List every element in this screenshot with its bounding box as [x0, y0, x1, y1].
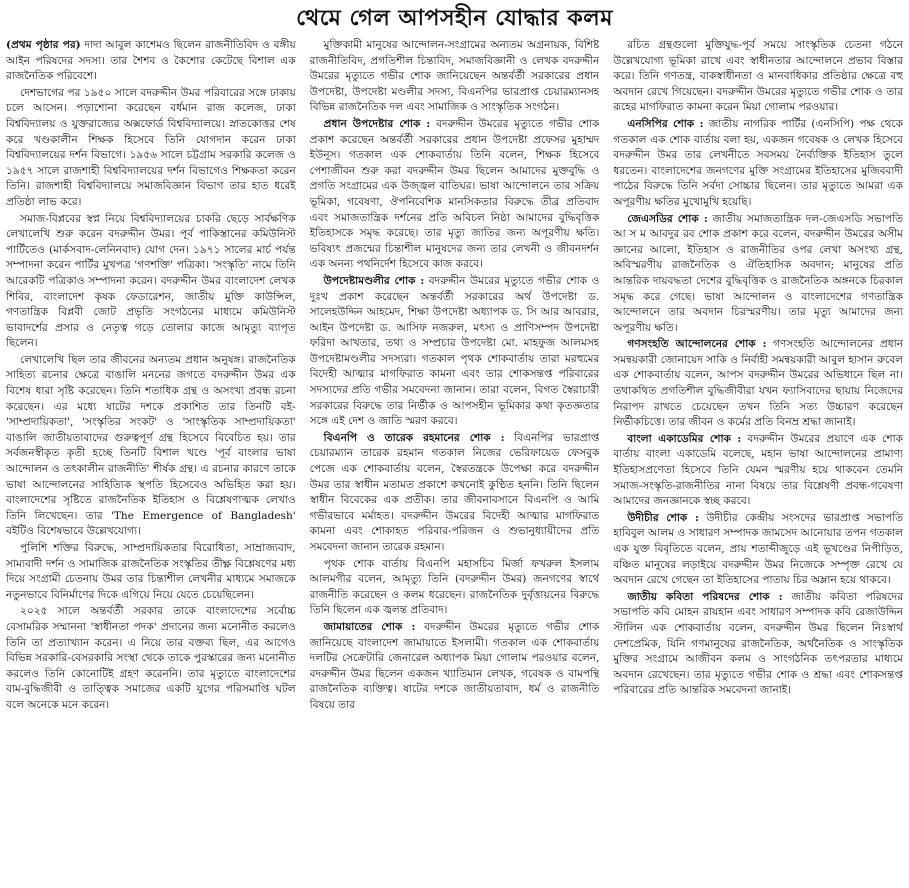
headline: থেমে গেল আপসহীন যোদ্ধার কলম: [296, 5, 613, 31]
paragraph-text: গণসংহতি আন্দোলনের প্রধান সমন্বয়কারী জোনায়েদ সাকি ও নির্বাহী সমন্বয়কারী আবুল হাসান রুবেল এক শোকবার্তায় বলেন, আপস বদরুদ্দীন উমরের অভিধানে ছিল না। তথাকথিত প্রগতিশীল বুদ্ধিজীবীরা যখন ফ্যাসিবাদের ছায়ায় নিজেদের নিরাপদ রাখতে চেয়েছেন তখন তিনি সত্য উচ্চারণ করেছেন নির্ভীকচিত্তে। তার জীবন ও কর্মের প্রতি বিনম্র শ্রদ্ধা জানাই।: [613, 338, 904, 429]
paragraph-heading: গণসংহতি আন্দোলনের শোক :: [627, 338, 767, 351]
paragraph-heading: উদীচীর শোক :: [627, 511, 699, 524]
paragraph-text: পুলিশি শক্তির বিরুদ্ধে, সাম্প্রদায়িকতার বিরোধিতা, সাম্রাজ্যবাদ, সাম্যবাদী দর্শন ও সামাজিক রাজনৈতিক সংস্কৃতির তীক্ষ্ণ বিশ্লেষণের মধ্য দিয়ে সংগ্রামী চেতনায় উমর তার চিন্তাশীল লেখনীর মাধ্যমে সমাজকে নতুনভাবে বিনির্মাণের দিকে এগিয়ে নিয়ে যেতে চেয়েছিলেন।: [6, 542, 296, 601]
paragraph: [6, 38, 296, 85]
paragraph-heading: এনসিপির শোক :: [627, 117, 704, 130]
paragraph-text: লেখালেখি ছিল তার জীবনের অন্যতম প্রধান অনুষঙ্গ। রাজনৈতিক সাহিত্য রচনার ক্ষেত্রে বাঙালি মননের জগতে বদরুদ্দীন উমর এক বিশেষ ধারা সৃষ্টি করেছেন। তিনি শতাধিক গ্রন্থ ও অসংখ্য প্রবন্ধ রচনা করেছেন। এর মধ্যে ষাটের দশকে প্রকাশিত তার তিনটি বই- 'সাম্প্রদায়িকতা', 'সংস্কৃতির সংকট' ও 'সাংস্কৃতিক সাম্প্রদায়িকতা' বাঙালি জাতীয়তাবাদের গুরুত্বপূর্ণ গ্রন্থ হিসেবে বিবেচিত হয়। তার সর্বজনস্বীকৃত কৃতী হচ্ছে তিনটি বিশাল খণ্ডে 'পূর্ব বাংলার ভাষা আন্দোলন ও তৎকালীন রাজনীতি' শীর্ষক গ্রন্থ। এ রচনার কারণে তাকে ভাষা আন্দোলনের সাহিত্যিক স্থপতি হিসেবেও অভিহিত করা হয়। বাংলাদেশের সৃষ্টিতে রাজনৈতিক ইতিহাস ও বিশ্লেষণাত্মক লেখাও তিনি লিখেছেন। তার 'The Emergence of Bangladesh' বইটিও বিশেষভাবে উল্লেখযোগ্য।: [6, 353, 296, 538]
paragraph: [310, 431, 600, 556]
paragraph: [6, 86, 296, 211]
paragraph-heading: (প্রথম পৃষ্ঠার পর): [6, 39, 81, 51]
paragraph-text: বিএনপির ভারপ্রাপ্ত চেয়ারম্যান তারেক রহমান গতকাল নিজের ভেরিফায়েড ফেসবুক পেজে এক শোকবার্তায় বলেন, স্বৈরতন্ত্রকে উপেক্ষা করে বদরুদ্দীন উমর তার স্বাধীন মতামত প্রকাশে কখনোই কুণ্ঠিত হননি। তিনি ছিলেন স্বাধীন বিবেকের এক প্রতীক। তার জীবনাবসানে বিএনপি ও আমি গভীরভাবে মর্মাহত। বদরুদ্দীন উমরের বিদেহী আত্মার মাগফিরাত কামনা এবং শোকাহত পরিবার-পরিজন ও শুভানুধ্যায়ীদের প্রতি সমবেদনা জানান তারেক রহমান।: [309, 431, 600, 553]
paragraph: [613, 38, 903, 116]
paragraph-text: পৃথক শোক বার্তায় বিএনপি মহাসচিব মির্জা ফখরুল ইসলাম আলমগীর বলেন, আমৃত্যু তিনি (বদরুদ্দীন উমর) জনগণের স্বার্থে রাজনীতি করেছেন ও কলম ধরেছেন। রাজনৈতিক দুর্বৃত্তায়নের বিরুদ্ধে তিনি ছিলেন এক জ্বলন্ত প্রতিবাদ।: [309, 557, 600, 617]
paragraph-text: রচিত গ্রন্থগুলো মুক্তিযুদ্ধ-পূর্ব সময়ে সাংস্কৃতিক চেতনা গঠনে উল্লেখযোগ্য ভূমিকা রাখে এবং স্বাধীনতার আন্দোলনে প্রভাব বিস্তার করে। তিনি গণতন্ত্র, বাকস্বাধীনতা ও মানবাধিকার প্রতিষ্ঠার ক্ষেত্রে বহু অবদান রেখে গিয়েছেন। বদরুদ্দীন উমরের মৃত্যুতে গভীর শোক ও তার রূহের মাগফিরাত কামনা করেন মিয়া গোলাম পরওয়ার।: [613, 39, 904, 114]
paragraph: [310, 557, 600, 619]
paragraph: [6, 353, 296, 540]
paragraph: [613, 117, 903, 211]
paragraph-heading: বাংলা একাডেমির শোক :: [627, 432, 742, 445]
column-2: [310, 38, 600, 880]
paragraph: [310, 620, 600, 714]
paragraph: [613, 511, 903, 589]
article-columns: [6, 38, 903, 880]
paragraph-text: জাতীয় সমাজতান্ত্রিক দল-জেএসডি সভাপতি আ স ম আবদুর রব শোক প্রকাশ করে বলেন, বদরুদ্দীন উমরের অসীম জ্ঞানের আলো, ইতিহাস ও রাজনীতির ওপর লেখা অসংখ্য গ্রন্থ, অবিস্মরণীয় রাজনৈতিক ও ঐতিহাসিক অবদান; মানুষের প্রতি আন্তরিক দায়বদ্ধতা দেশের বুদ্ধিবৃত্তিক ও রাজনৈতিক অঙ্গনকে চিরকাল সমৃদ্ধ করে গেছে। ভাষা আন্দোলন ও বাংলাদেশের গণতান্ত্রিক আন্দোলনে তার অবদান চিরস্মরণীয়। তার মৃত্যু আমাদের জন্য অপূরণীয় ক্ষতি।: [613, 212, 904, 334]
paragraph-text: দেশভাগের পর ১৯৫০ সালে বদরুদ্দীন উমর পরিবারের সঙ্গে ঢাকায় চলে আসেন। পড়াশোনা করেছেন বর্ধমান রাজ কলেজ, ঢাকা বিশ্ববিদ্যালয় ও যুক্তরাজ্যের অক্সফোর্ড বিশ্ববিদ্যালয়ে। স্নাতকোত্তর শেষ করে খণ্ডকালীন শিক্ষক হিসেবে তিনি যোগদান করেন ঢাকা বিশ্ববিদ্যালয়ের দর্শন বিভাগে। ১৯৫৬ সালে চট্টগ্রাম সরকারি কলেজ ও ১৯৫৭ সালে রাজশাহী বিশ্ববিদ্যালয়ের দর্শন বিভাগেও শিক্ষকতা করেন তিনি। রাজশাহী বিশ্ববিদ্যালয়ে সমাজবিজ্ঞান বিভাগ তার হাত ধরেই প্রতিষ্ঠা লাভ করে।: [6, 86, 296, 208]
paragraph: [6, 604, 296, 713]
paragraph: [310, 38, 600, 116]
paragraph-text: বদরুদ্দীন উমরের প্রয়াণে এক শোক বার্তায় বাংলা একাডেমি বলেছে, মহান ভাষা আন্দোলনের প্রামাণ্য ইতিহাসপ্রণেতা হিসেবে তিনি যেমন স্মরণীয় হয়ে থাকবেন তেমনি সমাজ-সংস্কৃতি-রাজনীতির নানা বিষয়ে তার বিশ্লেষণী প্রবন্ধ-গবেষণা আমাদের জনজ্ঞানকে স্বচ্ছ করবে।: [613, 432, 904, 508]
paragraph-text: বদরুদ্দীন উমরের মৃত্যুতে গভীর শোক প্রকাশ করেছেন অন্তর্বর্তী সরকারের প্রধান উপদেষ্টা প্রফেসর মুহাম্মদ ইউনূস। গতকাল এক শোকবার্তায় তিনি বলেন, শিক্ষক হিসেবে পেশাজীবন শুরু করা বদরুদ্দীন উমর ছিলেন আমাদের মুক্তবুদ্ধি ও প্রগতি সংগ্রামের এক উজ্জ্বল বাতিঘর। ভাষা আন্দোলনে তার সক্রিয় ভূমিকা, গবেষণা, ঔপনিবেশিক মানসিকতার বিরুদ্ধে তীব্র প্রতিবাদ এবং সমাজতান্ত্রিক দর্শনের প্রতি অবিচল নিষ্ঠা আমাদের বুদ্ধিবৃত্তিক ইতিহাসকে সমৃদ্ধ করেছে। তার মৃত্যু জাতির জন্য অপূরণীয় ক্ষতি। ভবিষ্যৎ প্রজন্মের চিন্তাশীল মানুষদের জন্য তার লেখনী ও জীবনদর্শন এক অনন্য পথনির্দেশ হিসেবে কাজ করবে।: [309, 117, 600, 271]
paragraph: [6, 541, 296, 603]
paragraph: [613, 590, 903, 699]
paragraph-text: দাদা আবুল কাশেমও ছিলেন রাজনীতিবিদ ও বঙ্গীয় আইন পরিষদের সদস্য। তার শৈশব ও কৈশোর কেটেছে বিশাল এক রাজনৈতিক পরিবেশে।: [6, 39, 296, 83]
paragraph: [310, 274, 600, 430]
paragraph: [6, 212, 296, 352]
paragraph: [613, 432, 903, 510]
column-1: [6, 38, 296, 880]
paragraph-heading: প্রধান উপদেষ্টার শোক :: [323, 117, 431, 130]
paragraph-heading: জামায়াতের শোক :: [323, 620, 416, 633]
paragraph-text: উদীচীর কেন্দ্রীয় সংসদের ভারপ্রাপ্ত সভাপতি হাবিবুল আলম ও সাধারণ সম্পাদক জামসেদ আনোয়ার তপন গতকাল এক যুক্ত বিবৃতিতে বলেন, প্রায় শতাব্দীজুড়ে এই ভূখণ্ডের নিপীড়িত, বঞ্চিত মানুষের লড়াইয়ে বদরুদ্দীন উমর নিজেকে সম্পৃক্ত রেখে যে অবদান রেখে গেছেন তা ইতিহাসের পাতায় চির অম্লান হয়ে থাকবে।: [613, 511, 904, 587]
paragraph-text: জাতীয় কবিতা পরিষদের সভাপতি কবি মোহন রায়হান এবং সাধারণ সম্পাদক কবি রেজাউদ্দিন স্টালিন এক শোকবার্তায় বলেন, বদরুদ্দীন উমর ছিলেন নিঃস্বার্থ দেশপ্রেমিক, যিনি গণমানুষের রাজনৈতিক, অর্থনৈতিক ও সাংস্কৃতিক মুক্তির সংগ্রামে আজীবন কলম ও সাংগঠনিক তৎপরতার মাধ্যমে অবদান রেখেছেন। তার মৃত্যুতে গভীর শোক ও শ্রদ্ধা এবং শোকসন্তপ্ত পরিবারের প্রতি আন্তরিক সমবেদনা জানাই।: [613, 590, 904, 697]
paragraph-text: বদরুদ্দীন উমরের মৃত্যুতে গভীর শোক ও দুঃখ প্রকাশ করেছেন অন্তর্বর্তী সরকারের অর্থ উপদেষ্টা ড. সালেহউদ্দিন আহমেদ, শিক্ষা উপদেষ্টা অধ্যাপক ড. সি আর আবরার, আইন উপদেষ্টা ড. আসিফ নজরুল, মৎস্য ও প্রাণিসম্পদ উপদেষ্টা ফরিদা আখতার, তথ্য ও সম্প্রচার উপদেষ্টা মো. মাহফুজ আলমসহ উপদেষ্টামণ্ডলীর সদস্যরা। গতকাল পৃথক শোকবার্তায় তারা মরহুমের বিদেহী আত্মার মাগফিরাত কামনা এবং তার শোকসন্তপ্ত পরিবারের সদস্যদের প্রতি গভীর সমবেদনা জানান। তারা বলেন, বিগত স্বৈরাচারী সরকারের বিরুদ্ধে তার নির্ভীক ও আপসহীন ভূমিকার কথা কৃতজ্ঞতার সঙ্গে এই দেশ ও জাতি স্মরণ করবে।: [309, 274, 600, 428]
paragraph-heading: বিএনপি ও তারেক রহমানের শোক :: [323, 431, 505, 444]
paragraph-heading: জেএসডির শোক :: [627, 212, 708, 225]
column-3: [613, 38, 903, 880]
paragraph: [310, 117, 600, 273]
paragraph-heading: উপদেষ্টামণ্ডলীর শোক :: [323, 274, 425, 287]
paragraph-text: সমাজ-বিপ্লবের স্বপ্ন নিয়ে বিশ্ববিদ্যালয়ের চাকরি ছেড়ে সার্বক্ষণিক লেখালেখি শুরু করেন বদরুদ্দীন উমর। পূর্ব পাকিস্তানের কমিউনিস্ট পার্টিতেও (মার্কসবাদ-লেনিনবাদ) যোগ দেন। ১৯৭১ সালের মার্চ পর্যন্ত সম্পাদনা করেন পার্টির মুখপত্র 'গণশক্তি' পত্রিকা। 'সংস্কৃতি' নামে তিনি আরেকটি পত্রিকাও সম্পাদনা করেন। বদরুদ্দীন উমর বাংলাদেশ লেখক শিবির, বাংলাদেশ কৃষক ফেডারেশন, জাতীয় মুক্তি কাউন্সিল, গণতান্ত্রিক বিপ্লবী জোট প্রভৃতি সংগঠনের মাধ্যমে কমিউনিস্ট ভাবাদর্শের প্রসার ও নেতৃত্ব গড়ে তোলার কাজে আমৃত্যু ব্যাপৃত ছিলেন।: [6, 212, 296, 350]
paragraph-heading: জাতীয় কবিতা পরিষদের শোক :: [627, 590, 783, 603]
paragraph-text: মুক্তিকামী মানুষের আন্দোলন-সংগ্রামের অন্যতম অগ্রনায়ক, বিশিষ্ট রাজনীতিবিদ, প্রগতিশীল চিন্তাবিদ, সমাজবিজ্ঞানী ও লেখক বদরুদ্দীন উমরের মৃত্যুতে গভীর শোক জানিয়েছেন অন্তর্বর্তী সরকারের প্রধান উপদেষ্টা, উপদেষ্টা মণ্ডলীর সদস্য, বিএনপির ভারপ্রাপ্ত চেয়ারম্যানসহ বিভিন্ন রাজনৈতিক দল এবং সামাজিক ও সাংস্কৃতিক সংগঠন।: [309, 39, 600, 114]
paragraph: [613, 212, 903, 337]
paragraph-text: জাতীয় নাগরিক পার্টির (এনসিপি) পক্ষ থেকে গতকাল এক শোক বার্তায় বলা হয়, একজন গবেষক ও লেখক হিসেবে বদরুদ্দীন উমর তার লেখনীতে সবসময় নৈর্ব্যক্তিক ইতিহাস তুলে ধরতেন। বাংলাদেশের জনগণের মুক্তি সংগ্রামের ইতিহাসের মুজিববাদী পাঠের বিরুদ্ধে তিনি সর্বদা সোচ্চার ছিলেন। তার মৃত্যুতে আমরা এক অপূরণীয় ক্ষতির মুখোমুখি হয়েছি।: [613, 117, 904, 208]
paragraph-text: ২০২৫ সালে অন্তর্বর্তী সরকার তাকে বাংলাদেশের সর্বোচ্চ বেসামরিক সম্মাননা 'স্বাধীনতা পদক' প্রদানের জন্য মনোনীত করলেও তিনি তা প্রত্যাখ্যান করেন। এ নিয়ে তার বক্তব্য ছিল, এর আগেও বিভিন্ন সরকারি-বেসরকারি সংস্থা থেকে তাকে পুরস্কারের জন্য মনোনীত করলেও তিনি কোনোটিই গ্রহণ করেননি। তার মৃত্যুতে বাংলাদেশের বাম-বুদ্ধিজীবী ও তাত্ত্বিক সমাজের একটি যুগের পরিসমাপ্তি ঘটল বলে অনেকে মনে করেন।: [6, 605, 296, 711]
paragraph-text: বদরুদ্দীন উমরের মৃত্যুতে গভীর শোক জানিয়েছে বাংলাদেশ জামায়াতে ইসলামী। গতকাল এক শোকবার্তায় দলটির সেক্রেটারি জেনারেল অধ্যাপক মিয়া গোলাম পরওয়ার বলেন, বদরুদ্দীন উমর ছিলেন একজন খ্যাতিমান লেখক, গবেষক ও বামপন্থি রাজনৈতিক ব্যক্তিত্ব। ষাটের দশকে জাতীয়তাবাদ, ধর্ম ও রাজনীতি বিষয়ে তার: [309, 620, 600, 711]
paragraph: [613, 337, 903, 431]
